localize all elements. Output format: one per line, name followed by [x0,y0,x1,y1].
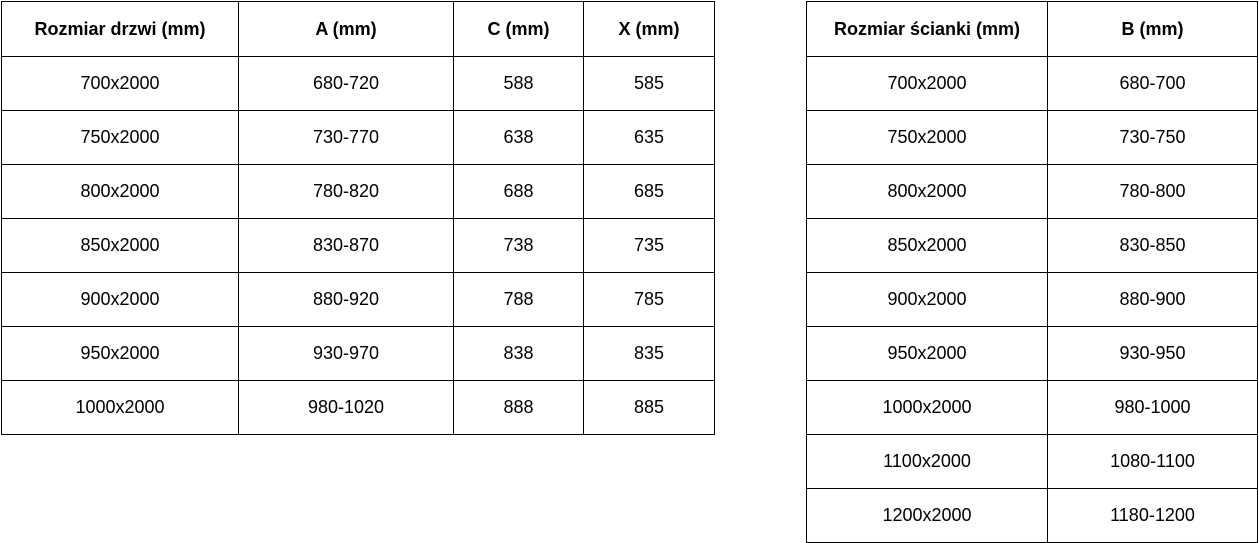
table-cell: 735 [584,219,715,273]
table-cell: 685 [584,165,715,219]
table-row [807,435,1258,489]
table-cell: 1100x2000 [807,435,1048,489]
table-cell: 688 [454,165,584,219]
table-cell: 980-1020 [239,381,454,435]
column-header: B (mm) [1048,2,1258,57]
table-cell: 1000x2000 [807,381,1048,435]
table-row [2,57,715,111]
table-row [807,111,1258,165]
table-cell: 730-750 [1048,111,1258,165]
table-cell: 588 [454,57,584,111]
table-row [2,381,715,435]
table-cell: 830-870 [239,219,454,273]
table-cell: 638 [454,111,584,165]
table-cell: 888 [454,381,584,435]
table-row [2,273,715,327]
table-cell: 1200x2000 [807,489,1048,543]
table-cell: 680-700 [1048,57,1258,111]
table-row [807,327,1258,381]
table-cell: 635 [584,111,715,165]
column-header: X (mm) [584,2,715,57]
table-cell: 930-970 [239,327,454,381]
wall-table-header-row [807,2,1258,57]
table-cell: 850x2000 [2,219,239,273]
table-cell: 680-720 [239,57,454,111]
table-cell: 950x2000 [807,327,1048,381]
table-row [807,381,1258,435]
table-row [807,57,1258,111]
table-cell: 738 [454,219,584,273]
table-row [807,489,1258,543]
table-row [2,327,715,381]
table-cell: 1080-1100 [1048,435,1258,489]
table-row [2,165,715,219]
table-cell: 750x2000 [2,111,239,165]
table-cell: 785 [584,273,715,327]
table-row [2,111,715,165]
column-header: Rozmiar drzwi (mm) [2,2,239,57]
table-cell: 788 [454,273,584,327]
table-cell: 700x2000 [807,57,1048,111]
door-table-header-row [2,2,715,57]
table-row [807,165,1258,219]
table-cell: 780-820 [239,165,454,219]
table-cell: 900x2000 [2,273,239,327]
table-cell: 750x2000 [807,111,1048,165]
door-size-table [1,1,715,435]
table-cell: 700x2000 [2,57,239,111]
table-cell: 880-900 [1048,273,1258,327]
table-cell: 838 [454,327,584,381]
table-cell: 730-770 [239,111,454,165]
table-row [807,219,1258,273]
table-cell: 780-800 [1048,165,1258,219]
table-cell: 980-1000 [1048,381,1258,435]
table-cell: 880-920 [239,273,454,327]
table-row [807,273,1258,327]
table-cell: 585 [584,57,715,111]
table-cell: 930-950 [1048,327,1258,381]
table-cell: 830-850 [1048,219,1258,273]
column-header: Rozmiar ścianki (mm) [807,2,1048,57]
table-row [2,219,715,273]
wall-size-table [806,1,1258,543]
table-cell: 1180-1200 [1048,489,1258,543]
table-cell: 835 [584,327,715,381]
table-cell: 850x2000 [807,219,1048,273]
column-header: C (mm) [454,2,584,57]
table-cell: 900x2000 [807,273,1048,327]
table-cell: 800x2000 [807,165,1048,219]
table-cell: 800x2000 [2,165,239,219]
table-cell: 1000x2000 [2,381,239,435]
table-cell: 885 [584,381,715,435]
column-header: A (mm) [239,2,454,57]
table-cell: 950x2000 [2,327,239,381]
